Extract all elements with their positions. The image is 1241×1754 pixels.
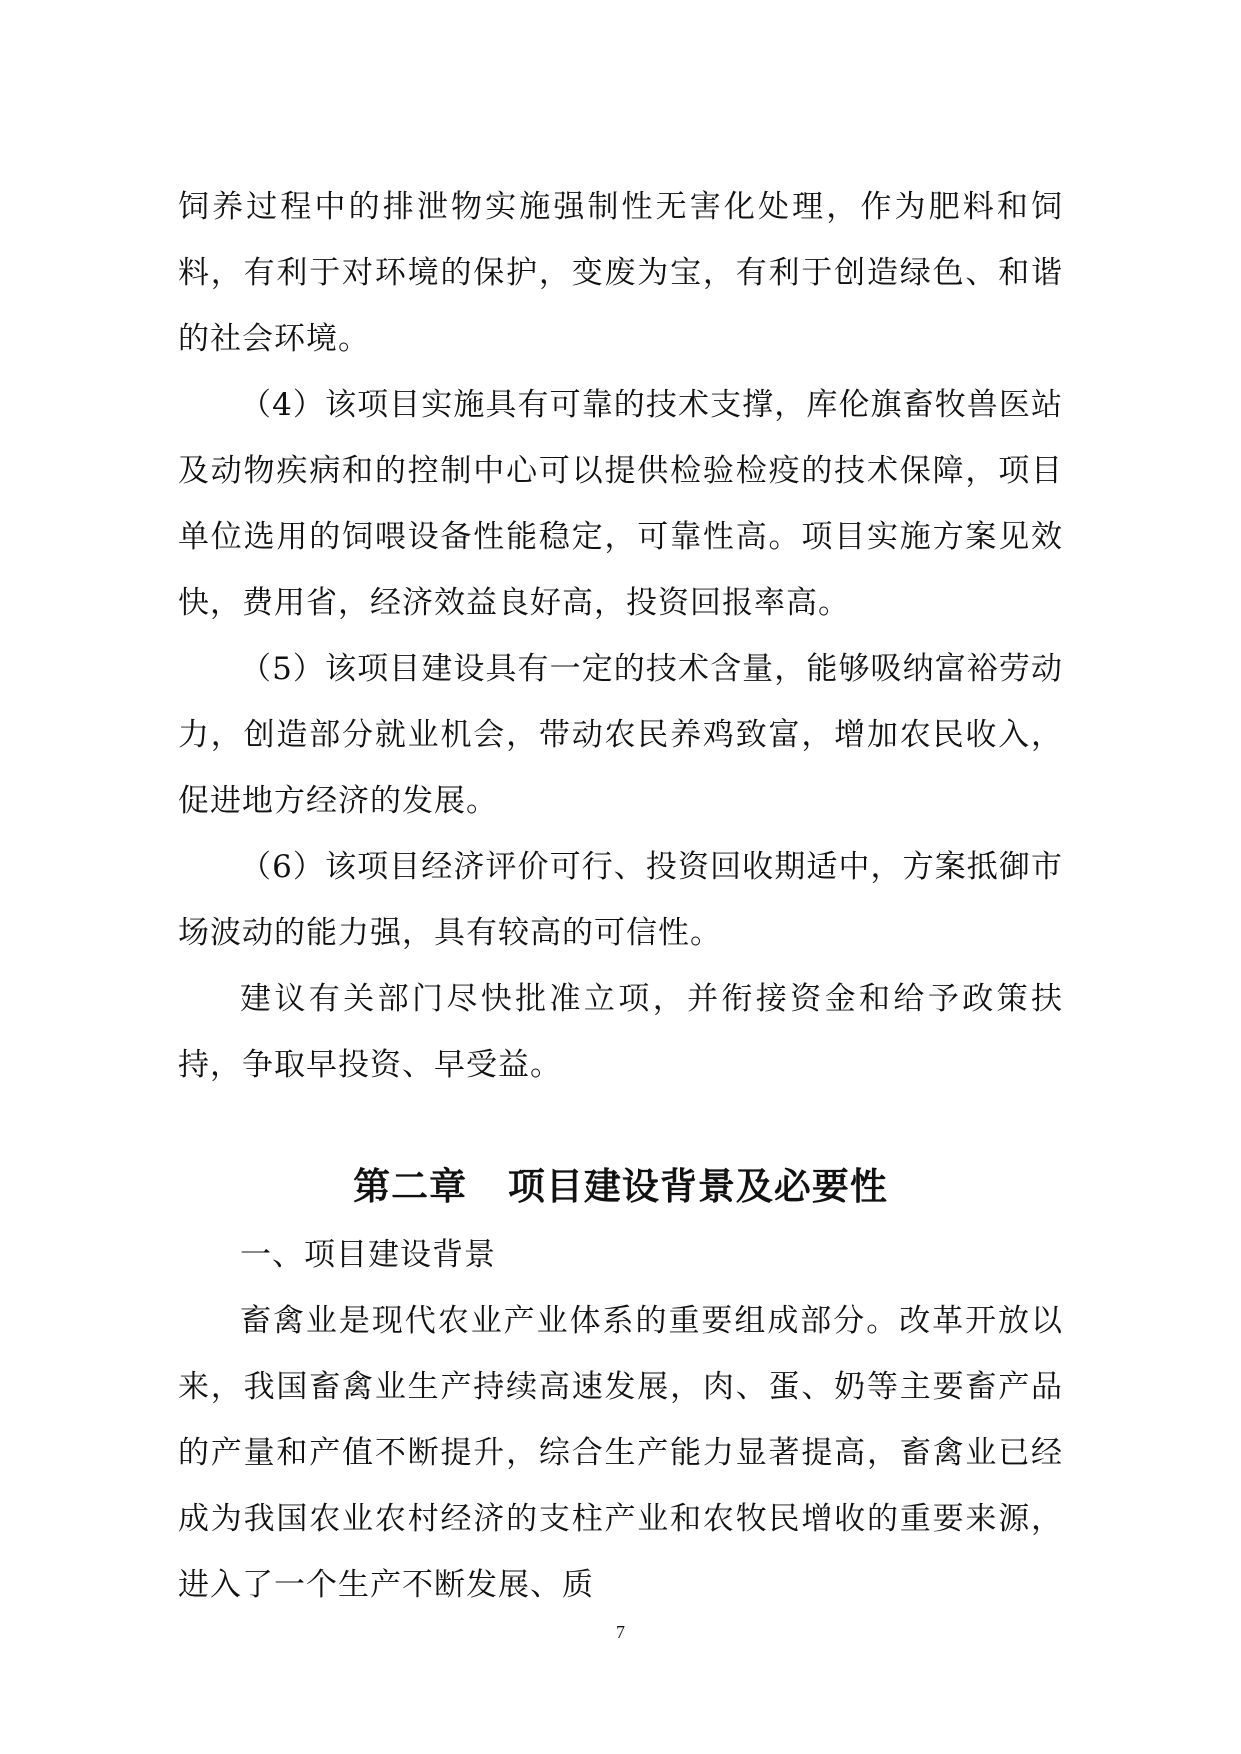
- section-spacer: [178, 1098, 1063, 1138]
- page-number: 7: [616, 1622, 625, 1642]
- page-body: [178, 174, 1063, 1618]
- body-paragraph-recommendation: 建议有关部门尽快批准立项，并衔接资金和给予政策扶持，争取早投资、早受益。: [178, 981, 1063, 1083]
- chapter-title: 项目建设背景及必要性: [507, 1165, 888, 1208]
- body-paragraph-continued: 饲养过程中的排泄物实施强制性无害化处理，作为肥料和饲料，有利于对环境的保护，变废为宝，有利于创造绿色、和谐的社会环境。: [178, 189, 1063, 357]
- body-paragraph-item-6: （6）该项目经济评价可行、投资回收期适中，方案抵御市场波动的能力强，具有较高的可信性。: [178, 849, 1063, 951]
- section-heading: 一、项目建设背景: [240, 1237, 496, 1273]
- body-paragraph-item-4: （4）该项目实施具有可靠的技术支撑，库伦旗畜牧兽医站及动物疾病和的控制中心可以提供检验检疫的技术保障，项目单位选用的饲喂设备性能稳定，可靠性高。项目实施方案见效快，费用省，经济效益良好高，投资回报率高。: [178, 387, 1063, 621]
- body-paragraph-item-5: （5）该项目建设具有一定的技术含量，能够吸纳富裕劳动力，创造部分就业机会，带动农民养鸡致富，增加农民收入，促进地方经济的发展。: [178, 651, 1063, 819]
- body-paragraph-background: 畜禽业是现代农业产业体系的重要组成部分。改革开放以来，我国畜禽业生产持续高速发展，肉、蛋、奶等主要畜产品的产量和产值不断提升，综合生产能力显著提高，畜禽业已经成为我国农业农村经济的支柱产业和农牧民增收的重要来源，进入了一个生产不断发展、质: [178, 1303, 1063, 1603]
- chapter-number: 第二章: [353, 1165, 468, 1208]
- chapter-heading: [178, 1152, 1063, 1222]
